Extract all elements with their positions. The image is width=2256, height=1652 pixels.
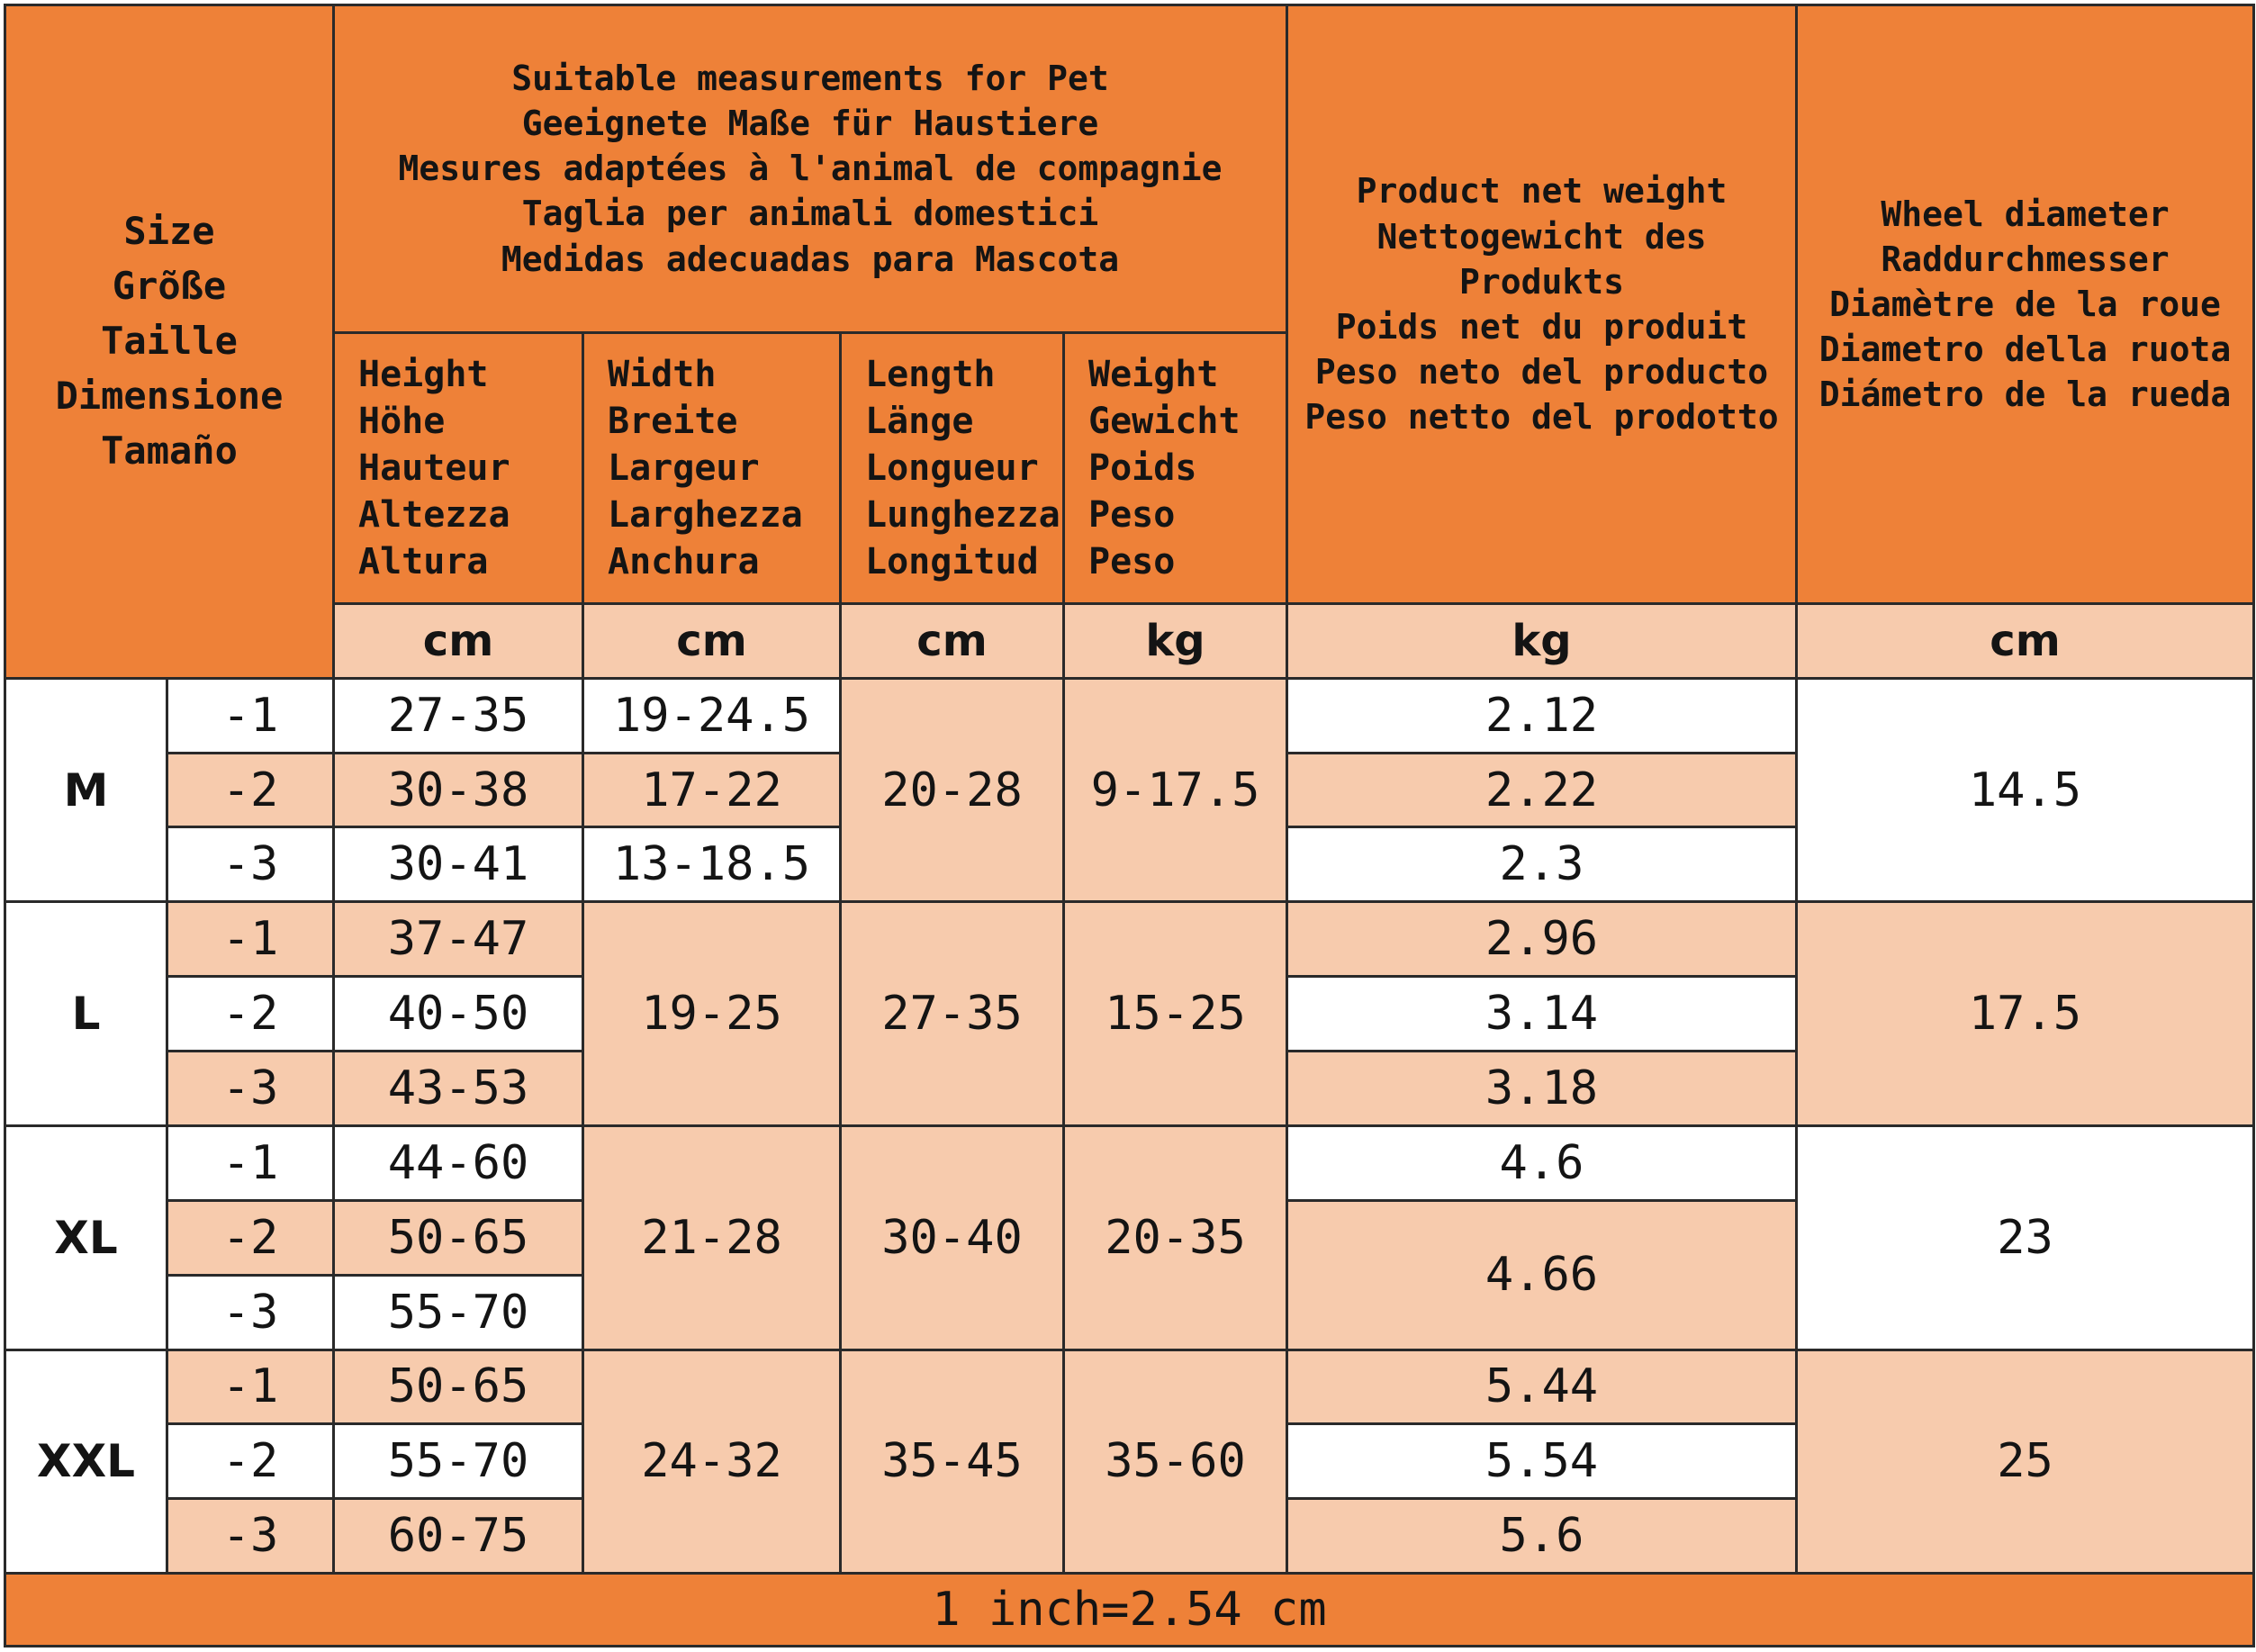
unit-weight: kg [1064, 603, 1287, 678]
size-table [4, 4, 2255, 1647]
weight-value: 35-60 [1064, 1350, 1287, 1574]
unit-width: cm [583, 603, 841, 678]
sub-size: -2 [167, 753, 334, 827]
net-weight-header: Product net weight Nettogewicht des Produkts Poids net du produit Peso neto del producto Peso netto del prodotto [1287, 5, 1797, 604]
wheel-value: 23 [1797, 1125, 2254, 1350]
table-row [5, 902, 2254, 977]
suitable-measurements-header: Suitable measurements for Pet Geeignete Maße für Haustiere Mesures adaptées à l'animal de compagnie Taglia per animali domestici Medidas adecuadas para Mascota [334, 5, 1287, 333]
length-value: 35-45 [841, 1350, 1064, 1574]
unit-net-weight: kg [1287, 603, 1797, 678]
unit-height: cm [334, 603, 583, 678]
width-value: 19-25 [583, 902, 841, 1126]
size-label-xl: XL [5, 1125, 167, 1350]
size-label-m: M [5, 678, 167, 902]
weight-value: 9-17.5 [1064, 678, 1287, 902]
unit-length: cm [841, 603, 1064, 678]
sub-size: -2 [167, 1200, 334, 1275]
inch-conversion-footer: 1 inch=2.54 cm [5, 1574, 2254, 1647]
height-header: Height Höhe Hauteur Altezza Altura [334, 332, 583, 603]
height-value: 30-38 [334, 753, 583, 827]
sub-size: -1 [167, 1125, 334, 1200]
width-header: Width Breite Largeur Larghezza Anchura [583, 332, 841, 603]
net-weight-value: 4.66 [1287, 1200, 1797, 1350]
sub-size: -1 [167, 1350, 334, 1424]
net-weight-value: 3.14 [1287, 977, 1797, 1052]
net-weight-value: 4.6 [1287, 1125, 1797, 1200]
width-value: 17-22 [583, 753, 841, 827]
net-weight-value: 5.6 [1287, 1499, 1797, 1574]
length-value: 30-40 [841, 1125, 1064, 1350]
height-value: 37-47 [334, 902, 583, 977]
sub-size: -3 [167, 1052, 334, 1126]
table-row [5, 1125, 2254, 1200]
length-value: 20-28 [841, 678, 1064, 902]
height-value: 40-50 [334, 977, 583, 1052]
weight-value: 15-25 [1064, 902, 1287, 1126]
net-weight-value: 3.18 [1287, 1052, 1797, 1126]
length-value: 27-35 [841, 902, 1064, 1126]
wheel-diameter-header: Wheel diameter Raddurchmesser Diamètre de la roue Diametro della ruota Diámetro de la rueda [1797, 5, 2254, 604]
net-weight-value: 2.12 [1287, 678, 1797, 753]
size-label-xxl: XXL [5, 1350, 167, 1574]
height-value: 55-70 [334, 1424, 583, 1499]
size-header: Size Grõße Taille Dimensione Tamaño [5, 5, 334, 679]
weight-value: 20-35 [1064, 1125, 1287, 1350]
size-label-l: L [5, 902, 167, 1126]
net-weight-value: 2.22 [1287, 753, 1797, 827]
height-value: 44-60 [334, 1125, 583, 1200]
width-value: 24-32 [583, 1350, 841, 1574]
wheel-value: 17.5 [1797, 902, 2254, 1126]
sub-size: -3 [167, 827, 334, 902]
table-row [5, 1350, 2254, 1424]
sub-size: -1 [167, 678, 334, 753]
net-weight-value: 2.3 [1287, 827, 1797, 902]
height-value: 50-65 [334, 1200, 583, 1275]
unit-wheel: cm [1797, 603, 2254, 678]
length-header: Length Länge Longueur Lunghezza Longitud [841, 332, 1064, 603]
height-value: 43-53 [334, 1052, 583, 1126]
sub-size: -3 [167, 1499, 334, 1574]
height-value: 27-35 [334, 678, 583, 753]
height-value: 55-70 [334, 1275, 583, 1350]
sub-size: -2 [167, 1424, 334, 1499]
net-weight-value: 5.54 [1287, 1424, 1797, 1499]
height-value: 30-41 [334, 827, 583, 902]
weight-header: Weight Gewicht Poids Peso Peso [1064, 332, 1287, 603]
width-value: 19-24.5 [583, 678, 841, 753]
width-value: 13-18.5 [583, 827, 841, 902]
wheel-value: 25 [1797, 1350, 2254, 1574]
wheel-value: 14.5 [1797, 678, 2254, 902]
height-value: 50-65 [334, 1350, 583, 1424]
sub-size: -3 [167, 1275, 334, 1350]
width-value: 21-28 [583, 1125, 841, 1350]
net-weight-value: 5.44 [1287, 1350, 1797, 1424]
net-weight-value: 2.96 [1287, 902, 1797, 977]
height-value: 60-75 [334, 1499, 583, 1574]
sub-size: -1 [167, 902, 334, 977]
table-row [5, 678, 2254, 753]
sub-size: -2 [167, 977, 334, 1052]
